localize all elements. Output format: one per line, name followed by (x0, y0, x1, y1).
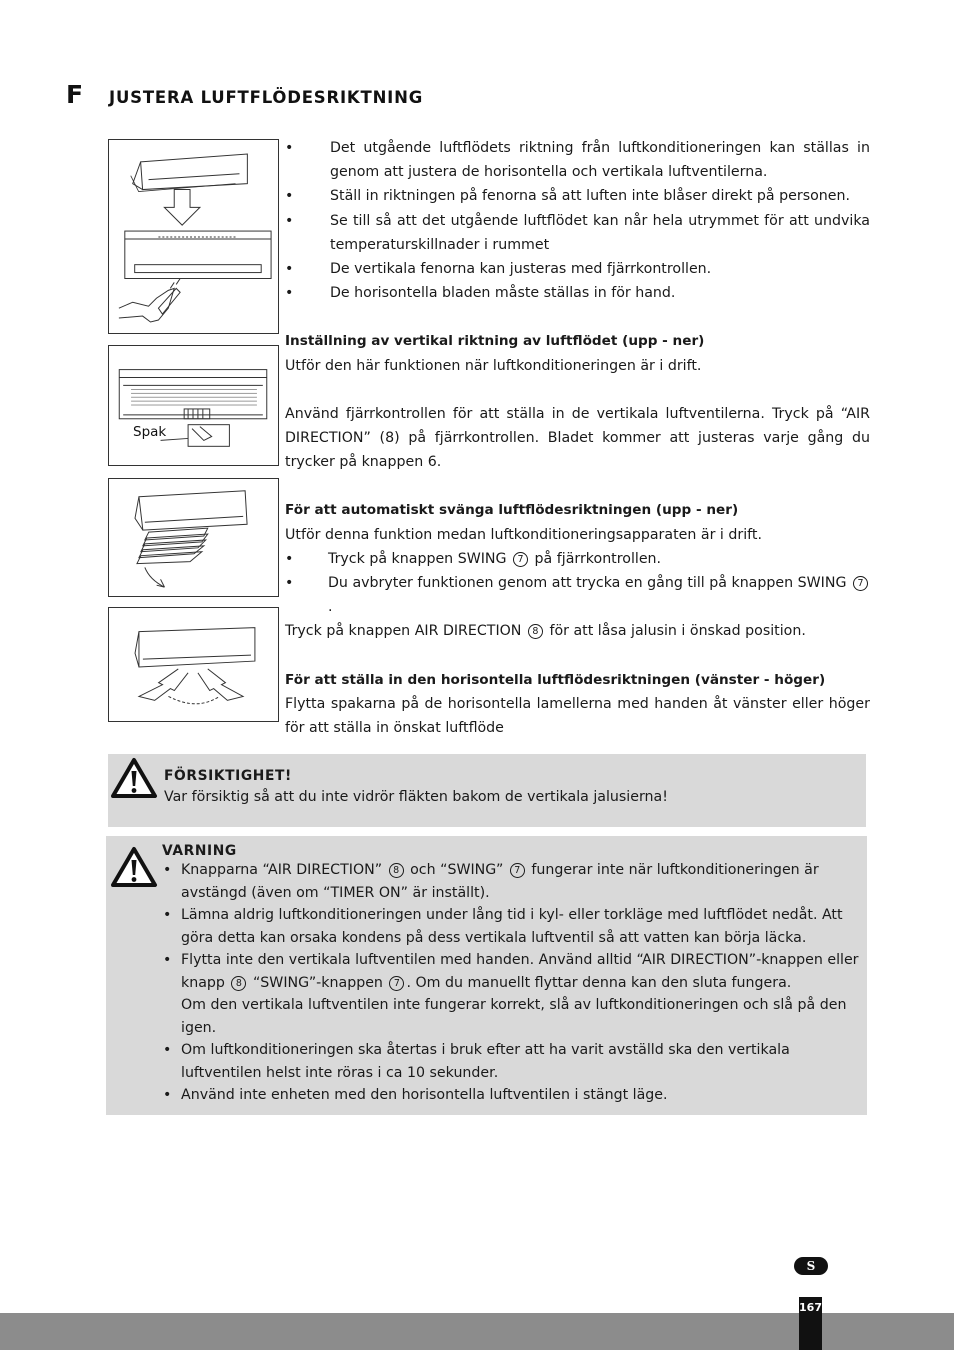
vertical-text-2: Använd fjärrkontrollen för att ställa in de vertikala luftventilerna. Tryck på “AIR DIRECTION” (8) på fjärrkontrollen. Bladet kommer att justeras varje gång du trycker på knappen 6. (285, 405, 870, 471)
list-item: • Knapparna “AIR DIRECTION” 8 och “SWING” 7 fungerar inte när luftkonditioneringen är avstängd (även om “TIMER ON” är inställt). (162, 859, 862, 904)
vertical-heading: Inställning av vertikal riktning av luftflödet (upp - ner) (285, 333, 705, 350)
caution-box (108, 754, 866, 827)
figure-lever (108, 345, 279, 466)
warning-title: VARNING (162, 843, 237, 859)
button-number-badge: 8 (389, 863, 404, 878)
caution-text: Var försiktig så att du inte vidrör fläkten bakom de vertikala jalusierna! (164, 789, 668, 805)
warning-triangle-icon (110, 757, 158, 799)
horizontal-text: Flytta spakarna på de horisontella lamellerna med handen åt vänster eller höger för att ställa in önskat luftflöde (285, 695, 870, 737)
language-badge: S (794, 1257, 828, 1275)
lever-label: Spak (133, 424, 167, 440)
vertical-text-1: Utför den här funktionen när luftkonditioneringen är i drift. (285, 357, 702, 374)
button-number-badge: 7 (510, 863, 525, 878)
warning-box (106, 836, 867, 1115)
list-item: • Se till så att det utgående luftflödet kan når hela utrymmet för att undvika temperaturskillnader i rummet (285, 209, 870, 257)
ac-lever-illustration (109, 346, 278, 465)
warning-triangle-icon (110, 846, 158, 888)
page-title: JUSTERA LUFTFLÖDESRIKTNING (109, 88, 424, 107)
button-number-badge: 7 (853, 576, 868, 591)
list-item: • Ställ in riktningen på fenorna så att luften inte blåser direkt på personen. (285, 184, 870, 208)
section-letter: F (66, 80, 84, 109)
button-number-badge: 8 (231, 976, 246, 991)
swing-text-1: Utför denna funktion medan luftkonditioneringsapparaten är i drift. (285, 526, 762, 543)
list-item: • De vertikala fenorna kan justeras med fjärrkontrollen. (285, 257, 870, 281)
horizontal-heading: För att ställa in den horisontella luftflödesriktningen (vänster - höger) (285, 671, 826, 688)
text-column (285, 136, 870, 740)
button-number-badge: 7 (513, 552, 528, 567)
ac-remote-illustration (109, 140, 278, 333)
figure-swing (108, 478, 279, 597)
list-item: • Tryck på knappen SWING 7 på fjärrkontrollen. (285, 547, 870, 571)
list-item: • Det utgående luftflödets riktning från luftkonditioneringen kan ställas in genom att justera de horisontella och vertikala luftventilerna. (285, 136, 870, 184)
warning-list (162, 859, 862, 1107)
intro-list (285, 136, 870, 305)
list-item: • Flytta inte den vertikala luftventilen med handen. Använd alltid “AIR DIRECTION”-knappen eller knapp 8 “SWING”-knappen 7 . Om du manuellt flyttar denna kan den sluta fungera. Om den vertikala luftventilen inte fungerar korrekt, slå av luftkonditioneringen och slå på den igen. (162, 949, 862, 1039)
list-item: • Lämna aldrig luftkonditioneringen under lång tid i kyl- eller torkläge med luftflödet nedåt. Att göra detta kan orsaka kondens på dess vertikala luftventil så att vatten kan börja läcka. (162, 904, 862, 949)
list-item: • Om luftkonditioneringen ska återtas i bruk efter att ha varit avställd ska den vertikala luftventilen helst inte röras i ca 10 sekunder. (162, 1039, 862, 1084)
button-number-badge: 8 (528, 624, 543, 639)
ac-swing-illustration (109, 479, 278, 596)
figure-remote-control (108, 139, 279, 334)
list-item: • Använd inte enheten med den horisontella luftventilen i stängt läge. (162, 1084, 862, 1107)
swing-heading: För att automatiskt svänga luftflödesriktningen (upp - ner) (285, 502, 739, 519)
figure-left-right (108, 607, 279, 722)
list-item: • De horisontella bladen måste ställas in för hand. (285, 281, 870, 305)
ac-left-right-illustration (109, 608, 278, 721)
swing-list (285, 547, 870, 620)
swing-text-2: Tryck på knappen AIR DIRECTION 8 för att låsa jalusin i önskad position. (285, 623, 806, 640)
button-number-badge: 7 (389, 976, 404, 991)
caution-title: FÖRSIKTIGHET! (164, 768, 292, 784)
list-item: • Du avbryter funktionen genom att trycka en gång till på knappen SWING 7. (285, 571, 870, 619)
page-number: 167 (799, 1297, 822, 1350)
